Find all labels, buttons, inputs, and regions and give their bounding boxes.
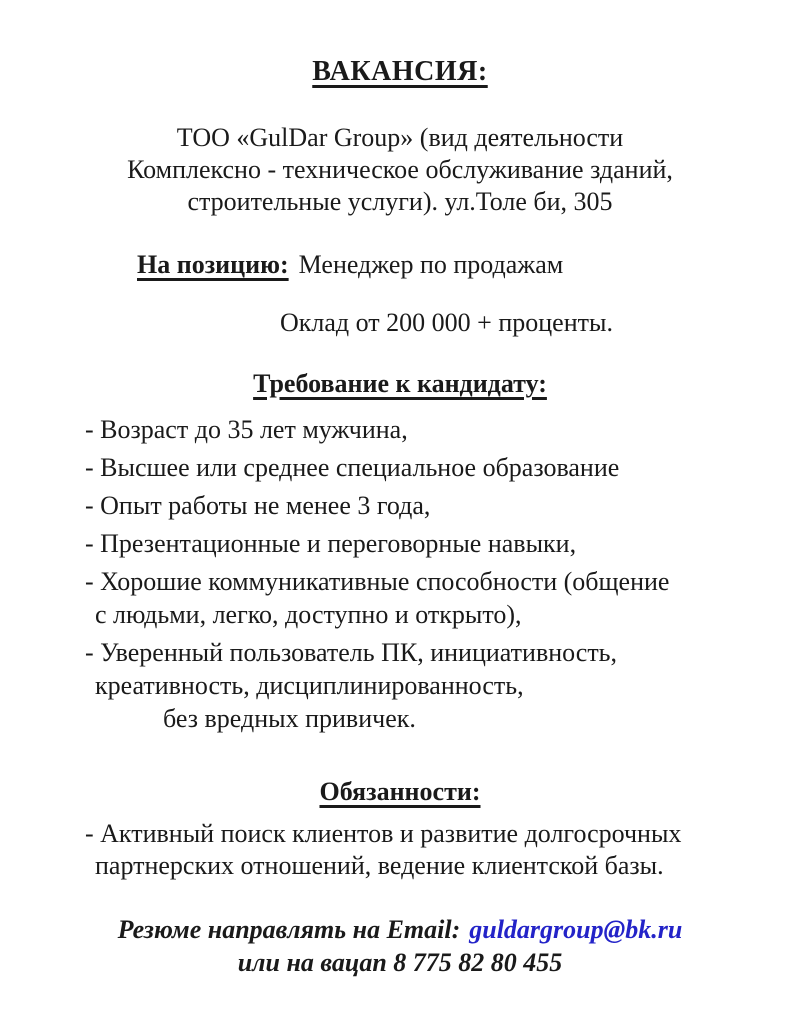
requirement-item: - Хорошие коммуникативные способности (общение — [85, 567, 670, 596]
requirement-item-continuation: без вредных привичек. — [163, 704, 416, 733]
duty-item-continuation: партнерских отношений, ведение клиентской базы. — [95, 851, 664, 880]
resume-email-label: Резюме направлять на Email: — [117, 915, 461, 944]
position-label: На позицию: — [137, 250, 289, 279]
requirement-item: - Опыт работы не менее 3 года, — [85, 491, 431, 520]
document-title-text: ВАКАНСИЯ: — [312, 56, 488, 87]
requirements-heading-text: Требование к кандидату: — [253, 369, 547, 398]
salary-line: Оклад от 200 000 + проценты. — [280, 308, 613, 337]
duties-list — [85, 818, 681, 882]
contact-footer — [0, 913, 800, 979]
requirement-item-continuation: с людьми, легко, доступно и открыто), — [95, 600, 522, 629]
whatsapp-line: или на вацап 8 775 82 80 455 — [237, 948, 563, 977]
email-link[interactable]: guldargroup@bk.ru — [469, 915, 683, 944]
position-value: Менеджер по продажам — [298, 250, 564, 279]
duties-heading — [0, 777, 800, 807]
requirement-item: - Высшее или среднее специальное образование — [85, 453, 620, 482]
requirement-item-continuation: креативность, дисциплинированность, — [95, 671, 524, 700]
duty-item: - Активный поиск клиентов и развитие долгосрочных — [85, 819, 682, 848]
position-line — [137, 250, 563, 280]
company-info — [0, 122, 800, 218]
requirements-list — [85, 413, 669, 735]
requirement-item: - Уверенный пользователь ПК, инициативность, — [85, 638, 618, 667]
requirement-item: - Возраст до 35 лет мужчина, — [85, 415, 408, 444]
requirements-heading — [0, 369, 800, 399]
document-title — [0, 56, 800, 88]
resume-email-line — [0, 913, 800, 946]
company-info-line: ТОО «GulDar Group» (вид деятельности — [176, 123, 624, 152]
company-info-line: Комплексно - техническое обслуживание зданий, — [127, 155, 673, 184]
duties-heading-text: Обязанности: — [319, 777, 481, 806]
requirement-item: - Презентационные и переговорные навыки, — [85, 529, 577, 558]
company-info-line: строительные услуги). ул.Толе би, 305 — [187, 187, 613, 216]
